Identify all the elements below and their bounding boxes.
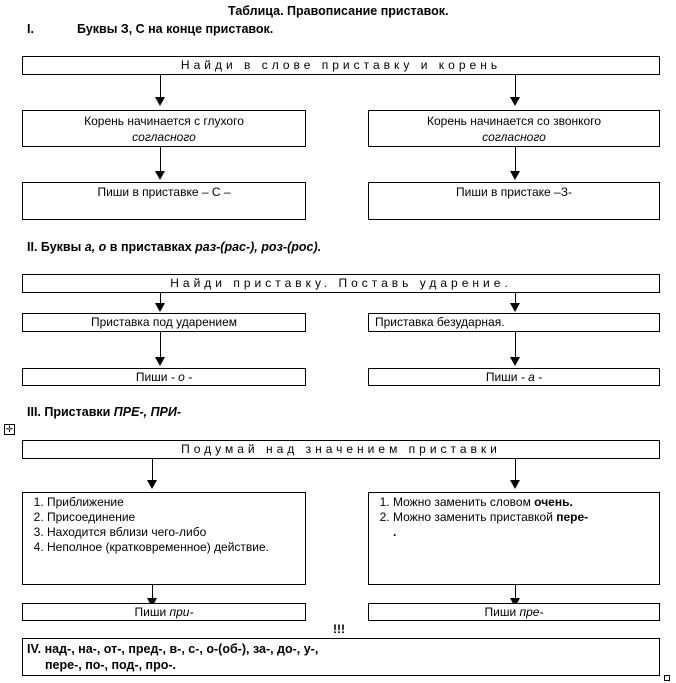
s1-right-result-box — [368, 182, 660, 220]
section-2-heading-prefix: II. Буквы — [27, 240, 85, 254]
s3-right-item2-tail: . — [393, 525, 397, 539]
s4-line2: пере-, по-, под-, про-. — [45, 658, 177, 672]
section-2-heading-mid: в приставках — [106, 240, 196, 254]
section-1-number: I. — [27, 22, 34, 36]
section-2-heading — [27, 240, 321, 254]
s3-right-list — [369, 495, 659, 540]
section-2-heading-letters: а, о — [84, 240, 107, 254]
s3-right-item1-bold: очень. — [534, 495, 573, 509]
s4-line1: IV. над-, на-, от-, пред-, в-, с-, о-(об-), за-, до-, у-, — [27, 642, 319, 656]
s3-right-list-item-1 — [393, 495, 659, 510]
s3-right-result-value: пре- — [519, 605, 544, 619]
s3-right-item1-text: Можно заменить словом — [393, 495, 535, 509]
s2-top-box-text: Найди приставку. Поставь ударение. — [170, 276, 512, 290]
s3-right-result-prefix: Пиши — [484, 605, 520, 619]
s3-right-list-item-2 — [393, 510, 659, 540]
page-title: Таблица. Правописание приставок. — [228, 4, 449, 18]
section-1-heading: Буквы З, С на конце приставок. — [77, 22, 274, 36]
section-2-heading-prefixes: раз-(рас-), роз-(рос). — [195, 240, 322, 254]
table-move-handle-icon[interactable]: ✛ — [5, 424, 14, 434]
page-corner-marker — [664, 675, 670, 681]
s1-top-box-text: Найди в слове приставку и корень — [180, 58, 502, 72]
s2-right-condition-text: Приставка безударная. — [375, 315, 505, 329]
s3-left-list-item: 2. Присоединение — [47, 510, 305, 525]
s2-right-result-prefix: Пиши — [485, 370, 521, 384]
s3-right-item2-bold: пере- — [556, 510, 589, 524]
s1-right-condition-box — [368, 110, 660, 147]
s3-left-result-value: при- — [169, 605, 194, 619]
s2-left-condition-text: Приставка под ударением — [90, 315, 238, 329]
s2-left-result-prefix: Пиши — [135, 370, 171, 384]
s3-right-item2-text: Можно заменить приставкой — [393, 510, 557, 524]
s1-left-result-text: Пиши в приставке – С – — [97, 185, 231, 199]
s3-left-list-box — [22, 492, 306, 585]
exclamation-mark: !!! — [333, 622, 345, 636]
s1-left-condition-line1: Корень начинается с глухого — [84, 114, 244, 128]
s1-left-condition-box — [22, 110, 306, 147]
section-3-heading-prefixes: ПРЕ-, ПРИ- — [113, 405, 182, 419]
s3-right-result-box — [368, 603, 660, 621]
s3-left-list-item: 4. Неполное (кратковременное) действие. — [47, 540, 277, 555]
s3-left-list-item: 1. Приближение — [47, 495, 305, 510]
s1-left-condition-line2: согласного — [132, 130, 196, 144]
s4-box — [22, 638, 660, 676]
s2-right-condition-box — [368, 313, 660, 332]
s3-left-list — [23, 495, 305, 555]
s2-right-result-letter: - а - — [520, 370, 543, 384]
s1-right-condition-line2: согласного — [482, 130, 546, 144]
s2-right-result-box — [368, 368, 660, 386]
s1-right-condition-line1: Корень начинается со звонкого — [426, 114, 602, 128]
section-3-heading — [27, 405, 181, 419]
s3-top-box-text: Подумай над значением приставки — [181, 442, 501, 456]
s2-left-result-letter: - о - — [170, 370, 193, 384]
s3-left-result-box — [22, 603, 306, 621]
s3-left-result-prefix: Пиши — [134, 605, 170, 619]
s3-right-list-box — [368, 492, 660, 585]
s1-right-result-text: Пиши в пристаке –З- — [456, 185, 572, 199]
s1-left-result-box — [22, 182, 306, 220]
s2-top-box — [22, 274, 660, 293]
s3-top-box — [22, 440, 660, 459]
s2-left-result-box — [22, 368, 306, 386]
s2-left-condition-box — [22, 313, 306, 332]
section-3-heading-prefix: III. Приставки — [27, 405, 114, 419]
s3-left-list-item: 3. Находится вблизи чего-либо — [47, 525, 305, 540]
s1-top-box — [22, 56, 660, 75]
